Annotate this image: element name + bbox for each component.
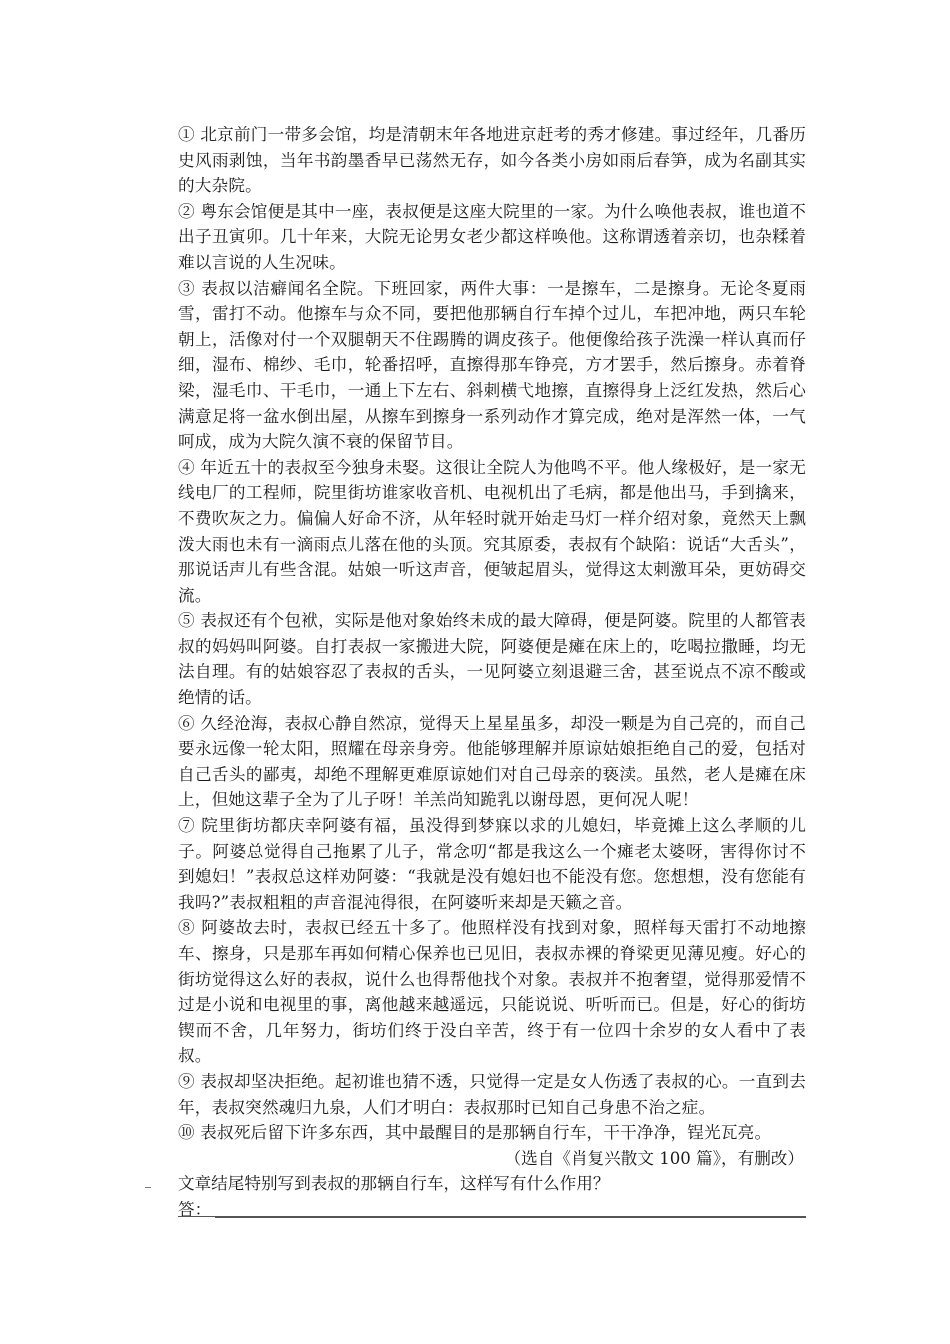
paragraph-6: ⑥ 久经沧海，表叔心静自然凉，觉得天上星星虽多，却没一颗是为自己亮的，而自己要永远像一轮太阳，照耀在母亲身旁。他能够理解并原谅姑娘拒绝自己的爱，包括对自己舌头的鄙夷，却绝不理解更难原谅她们对自己母亲的亵渎。虽然，老人是瘫在床上，但她这辈子全为了儿子呀！羊羔尚知跪乳以谢母恩，更何况人呢！ bbox=[178, 713, 806, 810]
paragraph-10: ⑩ 表叔死后留下许多东西，其中最醒目的是那辆自行车，干干净净，锃光瓦亮。 bbox=[178, 1123, 772, 1143]
paragraph-5: ⑤ 表叔还有个包袱，实际是他对象始终未成的最大障碍，便是阿婆。院里的人都管表叔的妈妈叫阿婆。自打表叔一家搬进大院，阿婆便是瘫在床上的，吃喝拉撒睡，均无法自理。有的姑娘容忍了表叔的舌头，一见阿婆立刻退避三舍，甚至说点不凉不酸或绝情的话。 bbox=[178, 611, 806, 708]
source-citation: （选自《肖复兴散文 100 篇》，有删改） bbox=[504, 1148, 804, 1168]
margin-mark bbox=[145, 1187, 151, 1188]
paragraph-9: ⑨ 表叔却坚决拒绝。起初谁也猜不透，只觉得一定是女人伤透了表叔的心。一直到去年，表叔突然魂归九泉，人们才明白：表叔那时已知自己身患不治之症。 bbox=[178, 1071, 806, 1117]
answer-row[interactable] bbox=[178, 1197, 806, 1223]
article-body bbox=[178, 122, 806, 1223]
answer-line-2[interactable] bbox=[178, 1216, 806, 1217]
paragraph-3: ③ 表叔以洁癖闻名全院。下班回家，两件大事：一是擦车，二是擦身。无论冬夏雨雪，雷打不动。他擦车与众不同，要把他那辆自行车掉个过儿，车把冲地，两只车轮朝上，活像对付一个双腿朝天不住踢腾的调皮孩子。他便像给孩子洗澡一样认真而仔细，湿布、棉纱、毛巾，轮番招呼，直擦得那车铮亮，方才罢手，然后擦身。赤着脊梁，湿毛巾、干毛巾，一通上下左右、斜刺横弋地擦，直擦得身上泛红发热，然后心满意足将一盆水倒出屋，从擦车到擦身一系列动作才算完成，绝对是浑然一体，一气呵成，成为大院久演不衰的保留节目。 bbox=[178, 278, 806, 452]
answer-line-1[interactable] bbox=[215, 1217, 806, 1218]
paragraph-1: ① 北京前门一带多会馆，均是清朝末年各地进京赶考的秀才修建。事过经年，几番历史风雨剥蚀，当年书韵墨香早已荡然无存，如今各类小房如雨后春笋，成为名副其实的大杂院。 bbox=[178, 125, 806, 196]
paragraph-7: ⑦ 院里街坊都庆幸阿婆有福，虽没得到梦寐以求的儿媳妇，毕竟摊上这么孝顺的儿子。阿婆总觉得自己拖累了儿子，常念叨“都是我这么一个瘫老太婆呀，害得你讨不到媳妇！”表叔总这样劝阿婆：“我就是没有媳妇也不能没有您。您想想，没有您能有我吗?”表叔粗粗的声音混沌得很，在阿婆听来却是天籁之音。 bbox=[178, 816, 806, 912]
paragraph-4: ④ 年近五十的表叔至今独身未娶。这很让全院人为他鸣不平。他人缘极好，是一家无线电厂的工程师，院里街坊谁家收音机、电视机出了毛病，都是他出马，手到擒来，不费吹灰之力。偏偏人好命不济，从年轻时就开始走马灯一样介绍对象，竟然天上飘泼大雨也未有一滴雨点儿落在他的头顶。究其原委，表叔有个缺陷：说话“大舌头”，那说话声儿有些含混。姑娘一听这声音，便皱起眉头，觉得这太刺激耳朵，更妨碍交流。 bbox=[178, 457, 806, 605]
question-text: 文章结尾特别写到表叔的那辆自行车，这样写有什么作用？ bbox=[178, 1174, 610, 1194]
answer-label: 答： bbox=[178, 1200, 212, 1220]
paragraph-8: ⑧ 阿婆故去时，表叔已经五十多了。他照样没有找到对象，照样每天雷打不动地擦车、擦身，只是那车再如何精心保养也已见旧，表叔赤裸的脊梁更见薄见瘦。好心的街坊觉得这么好的表叔，说什么也得帮他找个对象。表叔并不抱奢望，觉得那爱情不过是小说和电视里的事，离他越来越遥远，只能说说、听听而已。但是，好心的街坊锲而不舍，几年努力，街坊们终于没白辛苦，终于有一位四十余岁的女人看中了表叔。 bbox=[178, 918, 806, 1066]
paragraph-2: ② 粤东会馆便是其中一座，表叔便是这座大院里的一家。为什么唤他表叔，谁也道不出子丑寅卯。几十年来，大院无论男女老少都这样唤他。这称谓透着亲切，也杂糅着难以言说的人生况味。 bbox=[178, 201, 806, 272]
